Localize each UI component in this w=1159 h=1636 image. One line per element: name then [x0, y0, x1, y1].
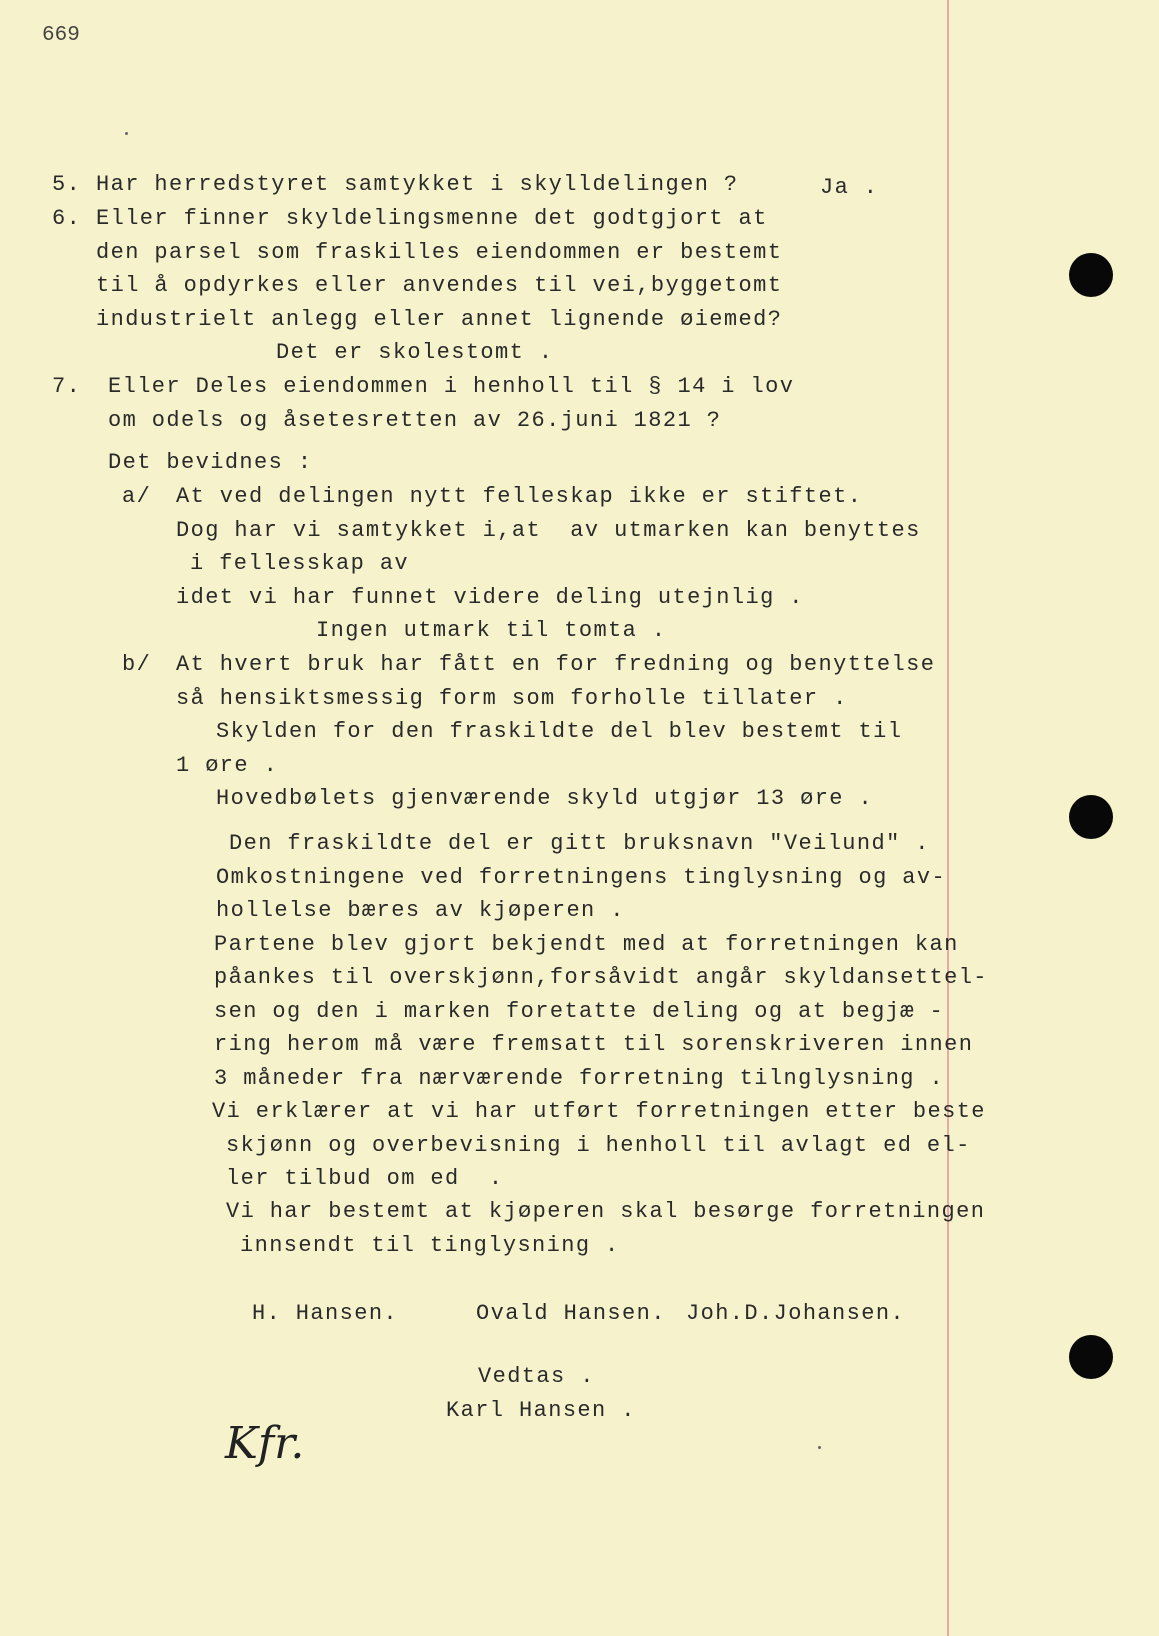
attest-a-line: Dog har vi samtykket i,at av utmarken kan benyttes	[176, 518, 921, 543]
q7-line: Eller Deles eiendommen i henholl til § 14 i lov	[108, 374, 795, 399]
punch-hole	[1069, 795, 1113, 839]
attest-b-line: Hovedbølets gjenværende skyld utgjør 13 øre .	[216, 786, 874, 811]
red-margin-line	[947, 0, 949, 1636]
body-line: ring herom må være fremsatt til sorenskriveren innen	[214, 1032, 974, 1057]
punch-hole	[1069, 1335, 1113, 1379]
handwritten-mark: Kfr.	[225, 1418, 305, 1469]
page-number: 669	[42, 24, 80, 47]
attest-b-line: så hensiktsmessig form som forholle tillater .	[176, 686, 848, 711]
attest-a-line: i fellesskap av	[190, 551, 410, 576]
body-line: hollelse bæres av kjøperen .	[216, 898, 625, 923]
q6-line: Eller finner skyldelingsmenne det godtgjort at	[96, 206, 768, 231]
body-line: Partene blev gjort bekjendt med at forretningen kan	[214, 932, 959, 957]
q5-number: 5.	[52, 172, 82, 197]
attest-b-label: b/	[122, 652, 152, 677]
approval-label: Vedtas .	[478, 1364, 595, 1389]
punch-hole	[1069, 253, 1113, 297]
speck	[125, 132, 128, 135]
body-line: sen og den i marken foretatte deling og at begjæ -	[214, 999, 945, 1024]
attest-a-line: At ved delingen nytt felleskap ikke er stiftet.	[176, 484, 863, 509]
attest-b-line: At hvert bruk har fått en for fredning og benyttelse	[176, 652, 936, 677]
q6-answer: Det er skolestomt .	[276, 340, 554, 365]
signature-name: Ovald Hansen.	[476, 1301, 666, 1326]
body-line: Vi har bestemt at kjøperen skal besørge forretningen	[226, 1199, 986, 1224]
signature-name: Joh.D.Johansen.	[686, 1301, 906, 1326]
speck	[818, 1446, 821, 1449]
body-line: Omkostningene ved forretningens tinglysning og av-	[216, 865, 947, 890]
attest-b-line: 1 øre .	[176, 753, 279, 778]
body-line: innsendt til tinglysning .	[240, 1233, 620, 1258]
body-line: påankes til overskjønn,forsåvidt angår skyldansettel-	[214, 965, 988, 990]
attest-a-line: Ingen utmark til tomta .	[316, 618, 667, 643]
attest-a-label: a/	[122, 484, 152, 509]
q6-line: industrielt anlegg eller annet lignende øiemed?	[96, 307, 783, 332]
approval-name: Karl Hansen .	[446, 1398, 636, 1423]
q5-answer: Ja .	[820, 175, 879, 200]
q6-line: til å opdyrkes eller anvendes til vei,byggetomt	[96, 273, 783, 298]
signature-name: H. Hansen.	[252, 1301, 399, 1326]
q7-line: om odels og åsetesretten av 26.juni 1821 ?	[108, 408, 722, 433]
q6-number: 6.	[52, 206, 82, 231]
body-line: Vi erklærer at vi har utført forretningen etter beste	[212, 1099, 986, 1124]
body-line: skjønn og overbevisning i henholl til avlagt ed el-	[226, 1133, 971, 1158]
body-line: 3 måneder fra nærværende forretning tilnglysning .	[214, 1066, 945, 1091]
attest-b-line: Skylden for den fraskildte del blev bestemt til	[216, 719, 903, 744]
q6-line: den parsel som fraskilles eiendommen er bestemt	[96, 240, 783, 265]
body-line: ler tilbud om ed .	[226, 1166, 504, 1191]
attest-a-line: idet vi har funnet videre deling utejnlig .	[176, 585, 804, 610]
attest-heading: Det bevidnes :	[108, 450, 313, 475]
q7-number: 7.	[52, 374, 82, 399]
q5-text: Har herredstyret samtykket i skylldelingen ?	[96, 172, 739, 197]
body-line: Den fraskildte del er gitt bruksnavn "Veilund" .	[229, 831, 930, 856]
